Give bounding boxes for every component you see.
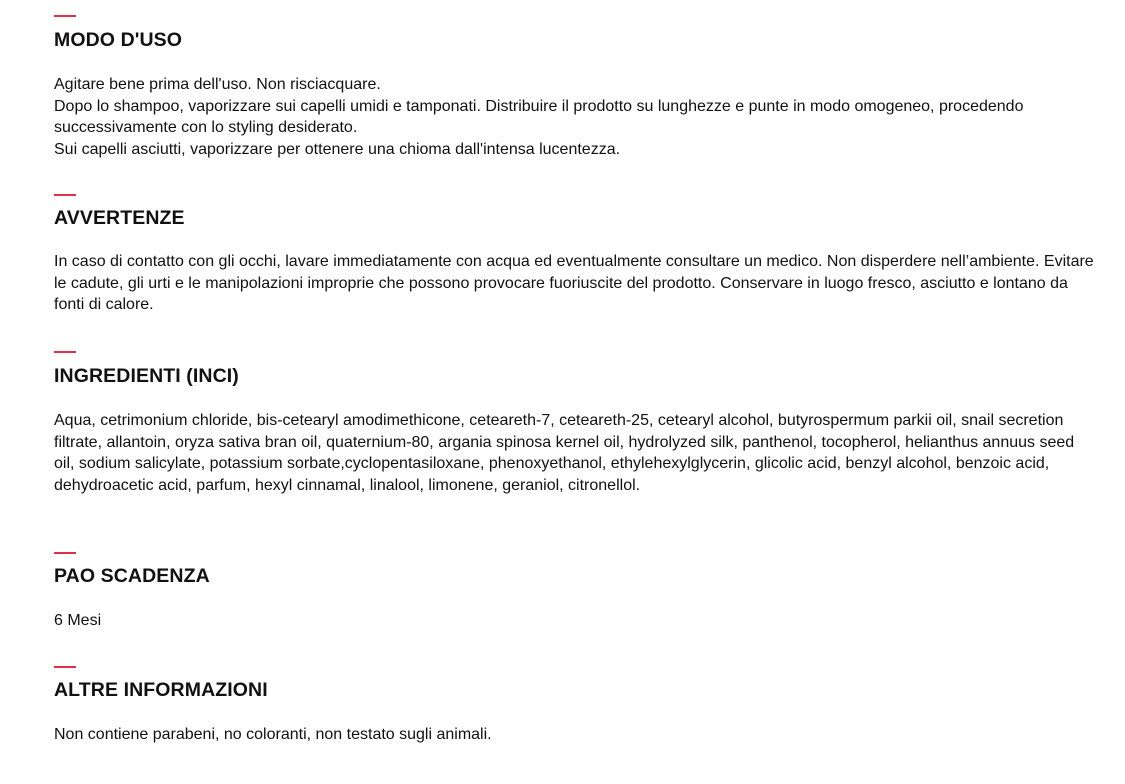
body-line: Dopo lo shampoo, vaporizzare sui capelli umidi e tamponati. Distribuire il prodotto su lunghezze e punte in modo omogeneo, procedendo successivamente con lo styling desiderato. bbox=[54, 97, 1024, 137]
section-title: PAO SCADENZA bbox=[54, 565, 210, 587]
section-avvertenze bbox=[54, 194, 1104, 316]
body-line: Agitare bene prima dell'uso. Non risciacquare. bbox=[54, 76, 381, 93]
section-accent-dash bbox=[54, 15, 76, 17]
section-title: AVVERTENZE bbox=[54, 207, 185, 229]
section-body: Aqua, cetrimonium chloride, bis-cetearyl amodimethicone, ceteareth-7, ceteareth-25, cetearyl alcohol, butyrospermum parkii oil, snail secretion filtrate, allantoin, oryza sativa bran oil, quaternium-80, argania spinosa kernel oil, hydrolyzed silk, panthenol, tocopherol, helianthus annuus seed oil, sodium salicylate, potassium sorbate,cyclopentasiloxane, phenoxyethanol, ethylehexylglycerin, glicolic acid, benzyl alcohol, benzoic acid, dehydroacetic acid, parfum, hexyl cinnamal, linalool, limonene, geraniol, citronellol. bbox=[54, 412, 1075, 494]
section-modo-uso bbox=[54, 15, 1104, 160]
section-body: Non contiene parabeni, no coloranti, non testato sugli animali. bbox=[54, 726, 492, 743]
section-accent-dash bbox=[54, 666, 76, 668]
section-title: ALTRE INFORMAZIONI bbox=[54, 679, 268, 701]
section-accent-dash bbox=[54, 552, 76, 554]
section-altre-informazioni bbox=[54, 666, 1104, 746]
section-pao-scadenza bbox=[54, 552, 1104, 632]
section-accent-dash bbox=[54, 194, 76, 196]
section-title: INGREDIENTI (INCI) bbox=[54, 365, 239, 387]
section-accent-dash bbox=[54, 351, 76, 353]
body-line: Sui capelli asciutti, vaporizzare per ottenere una chioma dall'intensa lucentezza. bbox=[54, 140, 621, 158]
section-title: MODO D'USO bbox=[54, 29, 183, 51]
section-body bbox=[54, 74, 1104, 160]
section-ingredienti bbox=[54, 351, 1104, 496]
section-body: In caso di contatto con gli occhi, lavare immediatamente con acqua ed eventualmente consultare un medico. Non disperdere nell’ambiente. Evitare le cadute, gli urti e le manipolazioni improprie che possono provocare fuoriuscite del prodotto. Conservare in luogo fresco, asciutto e lontano da fonti di calore. bbox=[54, 253, 1094, 314]
section-body: 6 Mesi bbox=[54, 612, 102, 629]
